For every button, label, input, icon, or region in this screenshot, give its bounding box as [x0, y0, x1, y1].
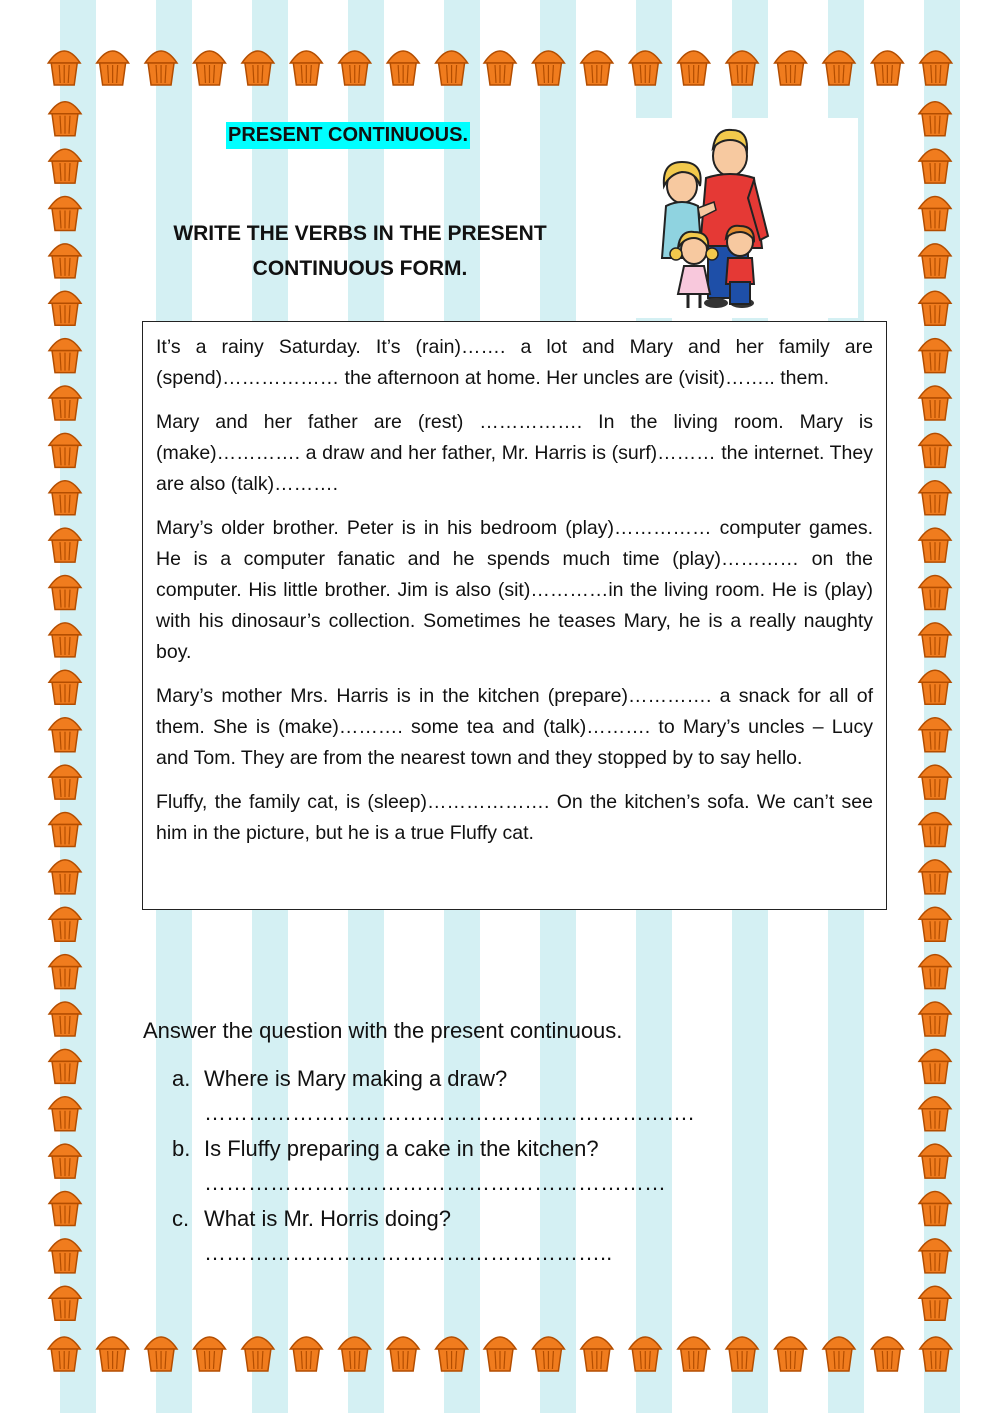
- muffin-icon: [436, 1337, 468, 1371]
- instruction-heading: WRITE THE VERBS IN THE PRESENT CONTINUOUS FORM.: [173, 222, 547, 280]
- question-list: [172, 1066, 772, 1276]
- muffin-icon: [49, 1097, 81, 1131]
- answer-blank[interactable]: ………………………………………………..: [204, 1240, 613, 1265]
- muffin-icon: [919, 1286, 951, 1320]
- paragraph: Mary’s mother Mrs. Harris is in the kitchen (prepare)…………. a snack for all of them. She is (make)………. some tea and (talk)………. to Mary’s uncles – Lucy and Tom. They are from the nearest town and they stopped by to say hello.: [156, 685, 873, 769]
- paragraph: Mary and her father are (rest) ……………. In the living room. Mary is (make)…………. a draw and her father, Mr. Harris is (surf)……… the internet. They are also (talk)……….: [156, 411, 873, 495]
- muffin-icon: [919, 102, 951, 136]
- answer-blank[interactable]: ………………………………………………………….: [204, 1100, 695, 1125]
- muffin-icon: [678, 51, 710, 85]
- muffin-icon: [919, 907, 951, 941]
- muffin-icon: [919, 955, 951, 989]
- muffin-icon: [242, 1337, 274, 1371]
- muffin-icon: [726, 51, 758, 85]
- family-icon: [592, 118, 858, 318]
- muffin-icon: [97, 1337, 129, 1371]
- muffin-icon: [193, 1337, 225, 1371]
- question-text: What is Mr. Horris doing?: [204, 1206, 451, 1231]
- muffin-icon: [823, 51, 855, 85]
- muffin-icon: [290, 51, 322, 85]
- muffin-icon: [145, 51, 177, 85]
- muffin-icon: [919, 339, 951, 373]
- muffin-icon: [49, 576, 81, 610]
- muffin-icon: [145, 1337, 177, 1371]
- muffin-icon: [290, 1337, 322, 1371]
- muffin-icon: [919, 196, 951, 230]
- question-letter: c.: [172, 1206, 190, 1231]
- muffin-icon: [919, 1239, 951, 1273]
- muffin-icon: [919, 481, 951, 515]
- muffin-icon: [48, 51, 80, 85]
- muffin-icon: [919, 576, 951, 610]
- muffin-icon: [871, 51, 903, 85]
- worksheet-title: PRESENT CONTINUOUS.: [226, 122, 470, 149]
- muffin-icon: [629, 1337, 661, 1371]
- muffin-icon: [581, 1337, 613, 1371]
- muffin-icon: [919, 149, 951, 183]
- muffin-icon: [436, 51, 468, 85]
- muffin-icon: [49, 1049, 81, 1083]
- muffin-icon: [49, 718, 81, 752]
- muffin-border-top: [40, 40, 960, 90]
- muffin-icon: [49, 149, 81, 183]
- muffin-border-right: [910, 92, 960, 1324]
- muffin-icon: [49, 291, 81, 325]
- question-item: [172, 1066, 772, 1136]
- muffin-icon: [49, 339, 81, 373]
- muffin-icon: [49, 1239, 81, 1273]
- muffin-icon: [387, 1337, 419, 1371]
- paragraph: It’s a rainy Saturday. It’s (rain)……. a lot and Mary and her family are (spend)……………… the afternoon at home. Her uncles are (visit)…….. them.: [156, 336, 873, 389]
- muffin-icon: [49, 670, 81, 704]
- muffin-icon: [484, 51, 516, 85]
- muffin-icon: [919, 623, 951, 657]
- muffin-icon: [919, 812, 951, 846]
- muffin-icon: [919, 1192, 951, 1226]
- question-letter: b.: [172, 1136, 191, 1161]
- muffin-icon: [48, 1337, 80, 1371]
- muffin-icon: [920, 1337, 952, 1371]
- muffin-icon: [629, 51, 661, 85]
- reading-text-box: [142, 321, 887, 910]
- muffin-icon: [49, 433, 81, 467]
- muffin-icon: [49, 196, 81, 230]
- muffin-icon: [49, 1286, 81, 1320]
- muffin-icon: [919, 1002, 951, 1036]
- muffin-icon: [919, 1049, 951, 1083]
- muffin-icon: [484, 1337, 516, 1371]
- answer-heading: Answer the question with the present continuous.: [143, 1018, 623, 1043]
- muffin-border-bottom: [40, 1326, 960, 1376]
- muffin-icon: [919, 1144, 951, 1178]
- muffin-icon: [919, 765, 951, 799]
- muffin-icon: [919, 718, 951, 752]
- muffin-icon: [775, 51, 807, 85]
- muffin-icon: [339, 51, 371, 85]
- muffin-icon: [49, 765, 81, 799]
- muffin-border-left: [40, 92, 90, 1324]
- muffin-icon: [49, 386, 81, 420]
- muffin-icon: [49, 1002, 81, 1036]
- muffin-icon: [726, 1337, 758, 1371]
- muffin-icon: [532, 1337, 564, 1371]
- muffin-icon: [919, 291, 951, 325]
- muffin-icon: [775, 1337, 807, 1371]
- muffin-icon: [678, 1337, 710, 1371]
- muffin-icon: [49, 102, 81, 136]
- muffin-icon: [97, 51, 129, 85]
- muffin-icon: [919, 528, 951, 562]
- muffin-icon: [49, 907, 81, 941]
- muffin-icon: [920, 51, 952, 85]
- question-item: [172, 1206, 772, 1276]
- question-text: Is Fluffy preparing a cake in the kitchen?: [204, 1136, 599, 1161]
- paragraph: Fluffy, the family cat, is (sleep)………………. On the kitchen’s sofa. We can’t see him in the picture, but he is a true Fluffy cat.: [156, 791, 873, 844]
- muffin-icon: [532, 51, 564, 85]
- muffin-icon: [919, 244, 951, 278]
- family-illustration: [592, 118, 858, 318]
- muffin-icon: [242, 51, 274, 85]
- muffin-icon: [49, 481, 81, 515]
- muffin-icon: [49, 1192, 81, 1226]
- muffin-icon: [49, 623, 81, 657]
- question-text: Where is Mary making a draw?: [204, 1066, 508, 1091]
- question-letter: a.: [172, 1066, 191, 1091]
- muffin-icon: [823, 1337, 855, 1371]
- paragraph: Mary’s older brother. Peter is in his bedroom (play)…………… computer games. He is a computer fanatic and he spends much time (play)………… on the computer. His little brother. Jim is also (sit)…………in the living room. He is (play) with his dinosaur’s collection. Sometimes he teases Mary, he is a really naughty boy.: [156, 517, 873, 663]
- muffin-icon: [387, 51, 419, 85]
- muffin-icon: [919, 670, 951, 704]
- question-item: [172, 1136, 772, 1206]
- muffin-icon: [919, 860, 951, 894]
- answer-blank[interactable]: ………………………………………………………: [204, 1170, 666, 1195]
- muffin-icon: [49, 528, 81, 562]
- muffin-icon: [919, 1097, 951, 1131]
- muffin-icon: [871, 1337, 903, 1371]
- muffin-icon: [49, 244, 81, 278]
- muffin-icon: [919, 433, 951, 467]
- muffin-icon: [49, 812, 81, 846]
- muffin-icon: [49, 1144, 81, 1178]
- muffin-icon: [339, 1337, 371, 1371]
- muffin-icon: [919, 386, 951, 420]
- muffin-icon: [49, 860, 81, 894]
- muffin-icon: [193, 51, 225, 85]
- muffin-icon: [49, 955, 81, 989]
- muffin-icon: [581, 51, 613, 85]
